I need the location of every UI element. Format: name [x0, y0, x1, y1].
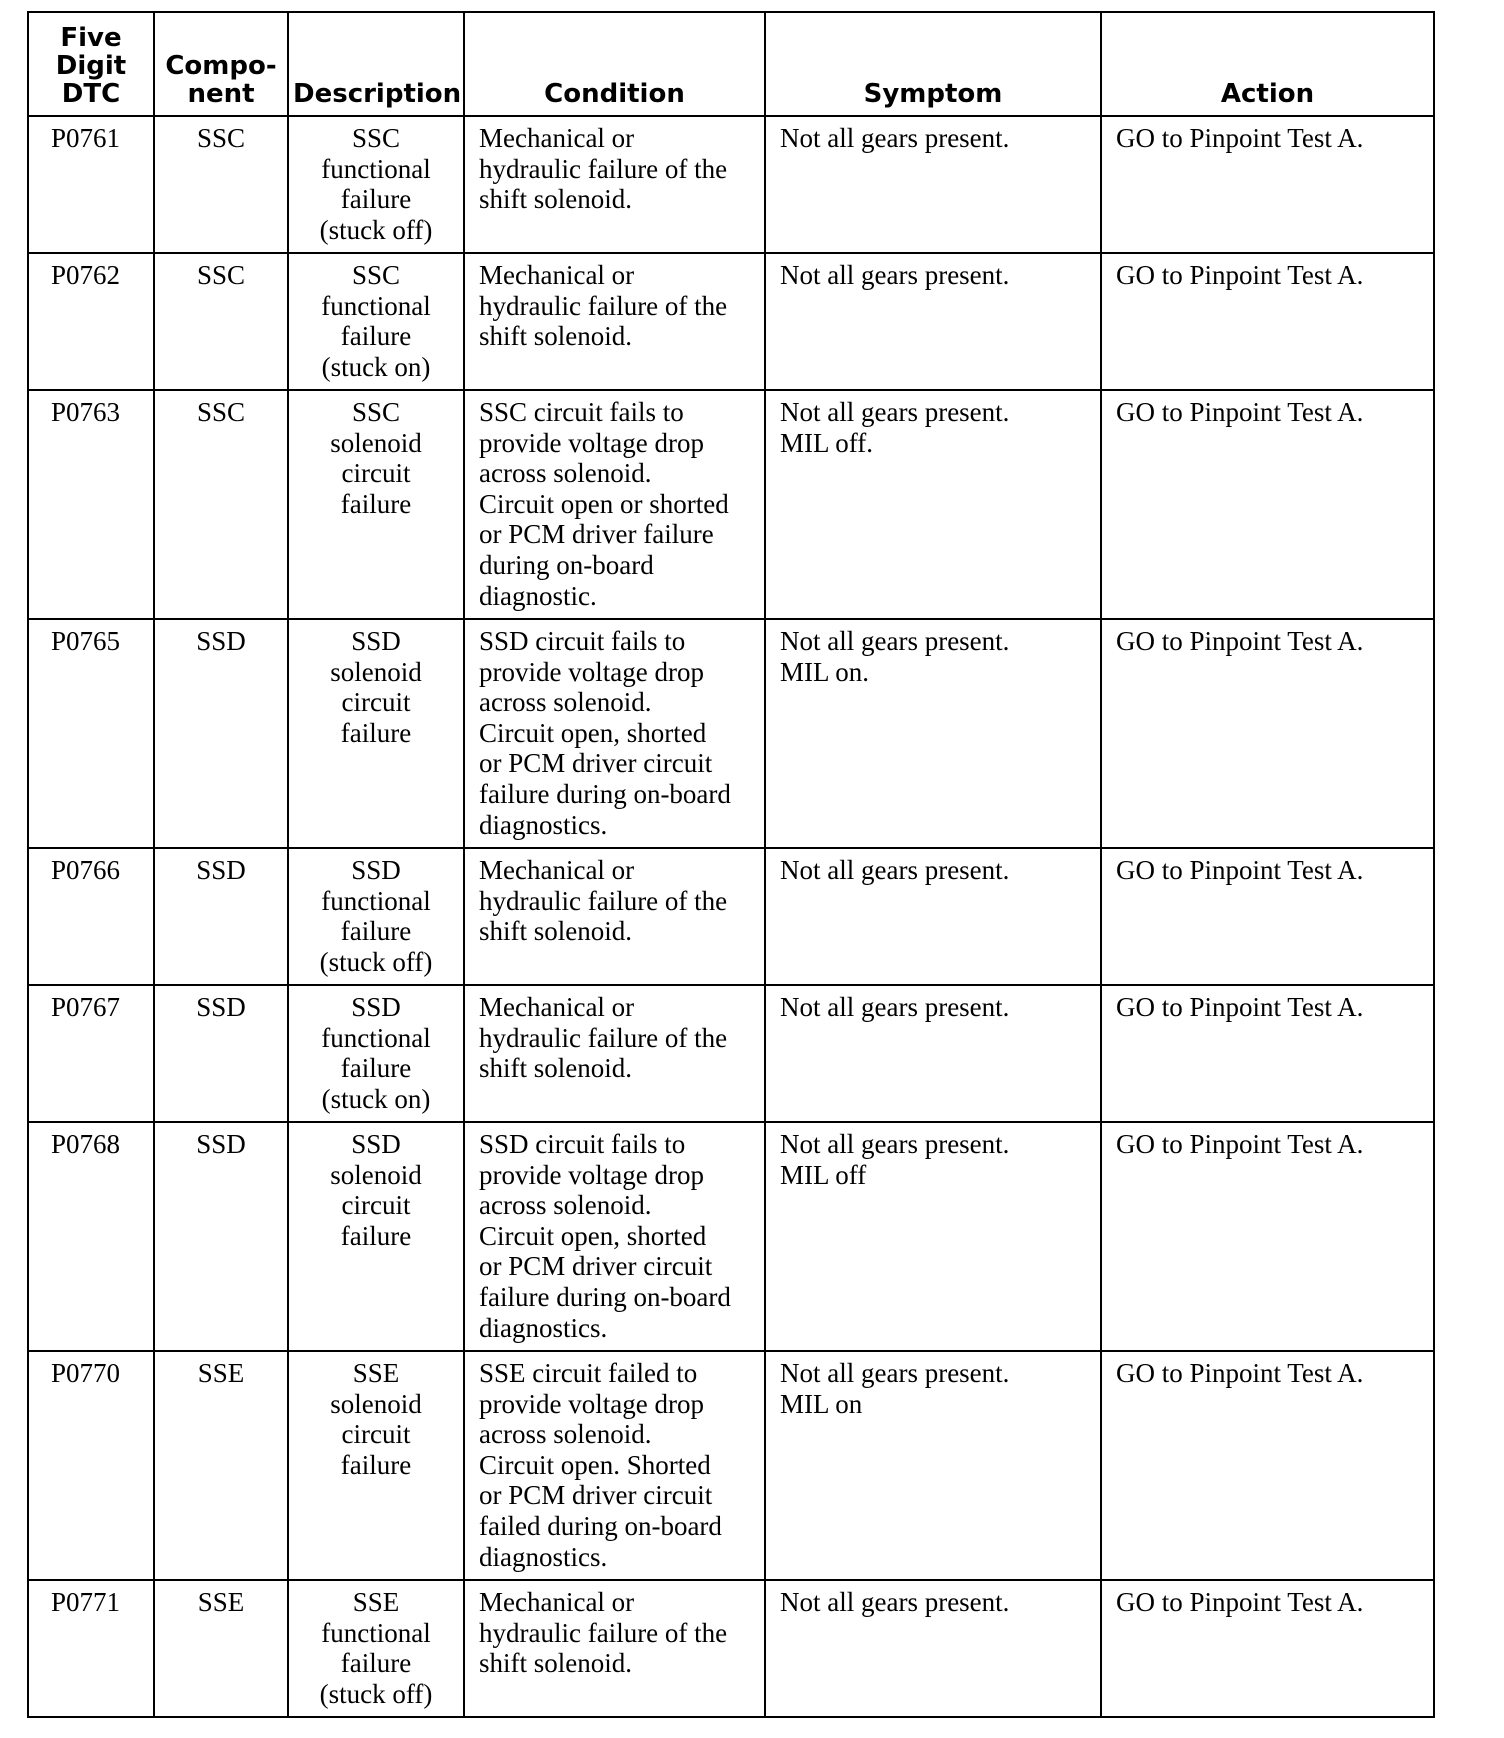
cell-description: SSD functional failure (stuck off)	[288, 848, 464, 985]
cell-component: SSD	[154, 1122, 288, 1351]
cell-symptom: Not all gears present.	[765, 848, 1101, 985]
cell-symptom: Not all gears present. MIL on.	[765, 619, 1101, 848]
cell-component: SSD	[154, 848, 288, 985]
table-row	[28, 1580, 1434, 1717]
cell-component: SSD	[154, 619, 288, 848]
cell-description: SSC functional failure (stuck on)	[288, 253, 464, 390]
cell-description: SSE solenoid circuit failure	[288, 1351, 464, 1580]
cell-description: SSC functional failure (stuck off)	[288, 116, 464, 253]
header-symptom: Symptom	[765, 12, 1101, 116]
table-row	[28, 848, 1434, 985]
table-row	[28, 1351, 1434, 1580]
cell-dtc: P0765	[28, 619, 154, 848]
cell-condition: SSD circuit fails to provide voltage drop across solenoid. Circuit open, shorted or PCM driver circuit failure during on-board diagnostics.	[464, 1122, 765, 1351]
cell-action: GO to Pinpoint Test A.	[1101, 848, 1434, 985]
cell-condition: Mechanical or hydraulic failure of the shift solenoid.	[464, 985, 765, 1122]
dtc-table	[27, 11, 1435, 1718]
cell-condition: Mechanical or hydraulic failure of the shift solenoid.	[464, 1580, 765, 1717]
cell-symptom: Not all gears present. MIL off	[765, 1122, 1101, 1351]
cell-component: SSE	[154, 1351, 288, 1580]
cell-condition: Mechanical or hydraulic failure of the shift solenoid.	[464, 848, 765, 985]
table-header-row	[28, 12, 1434, 116]
cell-component: SSC	[154, 253, 288, 390]
cell-component: SSC	[154, 116, 288, 253]
cell-description: SSC solenoid circuit failure	[288, 390, 464, 619]
table-row	[28, 985, 1434, 1122]
header-action: Action	[1101, 12, 1434, 116]
cell-action: GO to Pinpoint Test A.	[1101, 1580, 1434, 1717]
cell-action: GO to Pinpoint Test A.	[1101, 619, 1434, 848]
cell-condition: Mechanical or hydraulic failure of the shift solenoid.	[464, 116, 765, 253]
cell-symptom: Not all gears present.	[765, 985, 1101, 1122]
table-row	[28, 1122, 1434, 1351]
cell-dtc: P0767	[28, 985, 154, 1122]
cell-symptom: Not all gears present.	[765, 253, 1101, 390]
cell-action: GO to Pinpoint Test A.	[1101, 1122, 1434, 1351]
cell-component: SSE	[154, 1580, 288, 1717]
cell-dtc: P0771	[28, 1580, 154, 1717]
table-row	[28, 253, 1434, 390]
dtc-table-page	[27, 11, 1435, 1718]
header-component: Compo- nent	[154, 12, 288, 116]
cell-condition: SSD circuit fails to provide voltage drop across solenoid. Circuit open, shorted or PCM driver circuit failure during on-board diagnostics.	[464, 619, 765, 848]
cell-description: SSE functional failure (stuck off)	[288, 1580, 464, 1717]
cell-dtc: P0768	[28, 1122, 154, 1351]
table-row	[28, 390, 1434, 619]
table-row	[28, 116, 1434, 253]
cell-symptom: Not all gears present.	[765, 1580, 1101, 1717]
cell-action: GO to Pinpoint Test A.	[1101, 985, 1434, 1122]
cell-symptom: Not all gears present. MIL on	[765, 1351, 1101, 1580]
cell-action: GO to Pinpoint Test A.	[1101, 116, 1434, 253]
cell-action: GO to Pinpoint Test A.	[1101, 253, 1434, 390]
header-dtc: Five Digit DTC	[28, 12, 154, 116]
cell-dtc: P0766	[28, 848, 154, 985]
cell-condition: SSE circuit failed to provide voltage drop across solenoid. Circuit open. Shorted or PCM driver circuit failed during on-board diagnostics.	[464, 1351, 765, 1580]
cell-action: GO to Pinpoint Test A.	[1101, 390, 1434, 619]
cell-description: SSD solenoid circuit failure	[288, 1122, 464, 1351]
cell-condition: SSC circuit fails to provide voltage drop across solenoid. Circuit open or shorted or PCM driver failure during on-board diagnostic.	[464, 390, 765, 619]
cell-description: SSD solenoid circuit failure	[288, 619, 464, 848]
table-row	[28, 619, 1434, 848]
cell-component: SSD	[154, 985, 288, 1122]
cell-dtc: P0761	[28, 116, 154, 253]
cell-description: SSD functional failure (stuck on)	[288, 985, 464, 1122]
cell-dtc: P0763	[28, 390, 154, 619]
cell-symptom: Not all gears present. MIL off.	[765, 390, 1101, 619]
cell-symptom: Not all gears present.	[765, 116, 1101, 253]
cell-component: SSC	[154, 390, 288, 619]
cell-dtc: P0770	[28, 1351, 154, 1580]
cell-action: GO to Pinpoint Test A.	[1101, 1351, 1434, 1580]
header-condition: Condition	[464, 12, 765, 116]
cell-condition: Mechanical or hydraulic failure of the shift solenoid.	[464, 253, 765, 390]
header-description: Description	[288, 12, 464, 116]
cell-dtc: P0762	[28, 253, 154, 390]
